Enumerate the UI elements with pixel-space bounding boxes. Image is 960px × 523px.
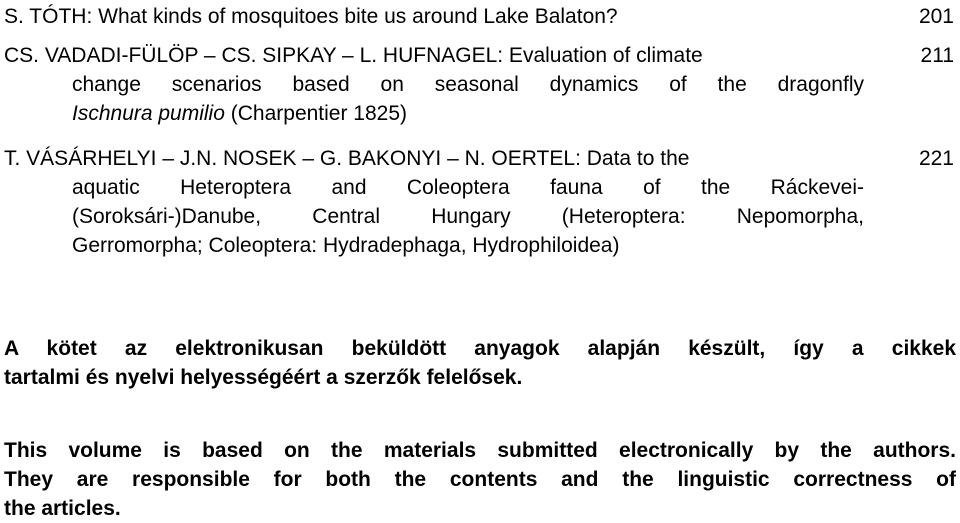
toc-entry-title: CS. VADADI-FÜLÖP – CS. SIPKAY – L. HUFNAGEL: Evaluation of climate — [4, 44, 703, 67]
toc-entry-line: change scenarios based on seasonal dynamics of the dragonfly — [72, 73, 864, 96]
toc-entry-line: Gerromorpha; Coleoptera: Hydradephaga, Hydrophiloidea) — [72, 234, 620, 257]
species-authority: (Charpentier 1825) — [230, 102, 408, 125]
notice-hungarian — [4, 334, 956, 392]
toc-entry-body — [72, 173, 864, 260]
notice-line: This volume is based on the materials submitted electronically by the authors. — [4, 439, 956, 462]
toc-entry-line: aquatic Heteroptera and Coleoptera fauna of the Ráckevei- — [72, 176, 864, 199]
toc-page-number: 221 — [918, 147, 954, 170]
notice-line: A kötet az elektronikusan beküldött anyagok alapján készült, így a cikkek — [4, 337, 956, 360]
toc-entry-title: T. VÁSÁRHELYI – J.N. NOSEK – G. BAKONYI – N. OERTEL: Data to the — [4, 147, 690, 170]
notice-line: the articles. — [4, 497, 121, 520]
notice-english — [4, 436, 956, 523]
species-name: Ischnura pumilio — [72, 102, 225, 125]
toc-page-number: 201 — [918, 5, 954, 28]
toc-entry-line: (Soroksári-)Danube, Central Hungary (Heteroptera: Nepomorpha, — [72, 205, 864, 228]
notice-line: They are responsible for both the contents and the linguistic correctness of — [4, 468, 956, 491]
toc-entry-body — [72, 70, 864, 128]
notice-line: tartalmi és nyelvi helyességéért a szerzők felelősek. — [4, 366, 523, 389]
toc-entry-line — [72, 99, 864, 128]
toc-entry-title: S. TÓTH: What kinds of mosquitoes bite us around Lake Balaton? — [4, 5, 618, 28]
toc-page-number: 211 — [920, 44, 954, 67]
